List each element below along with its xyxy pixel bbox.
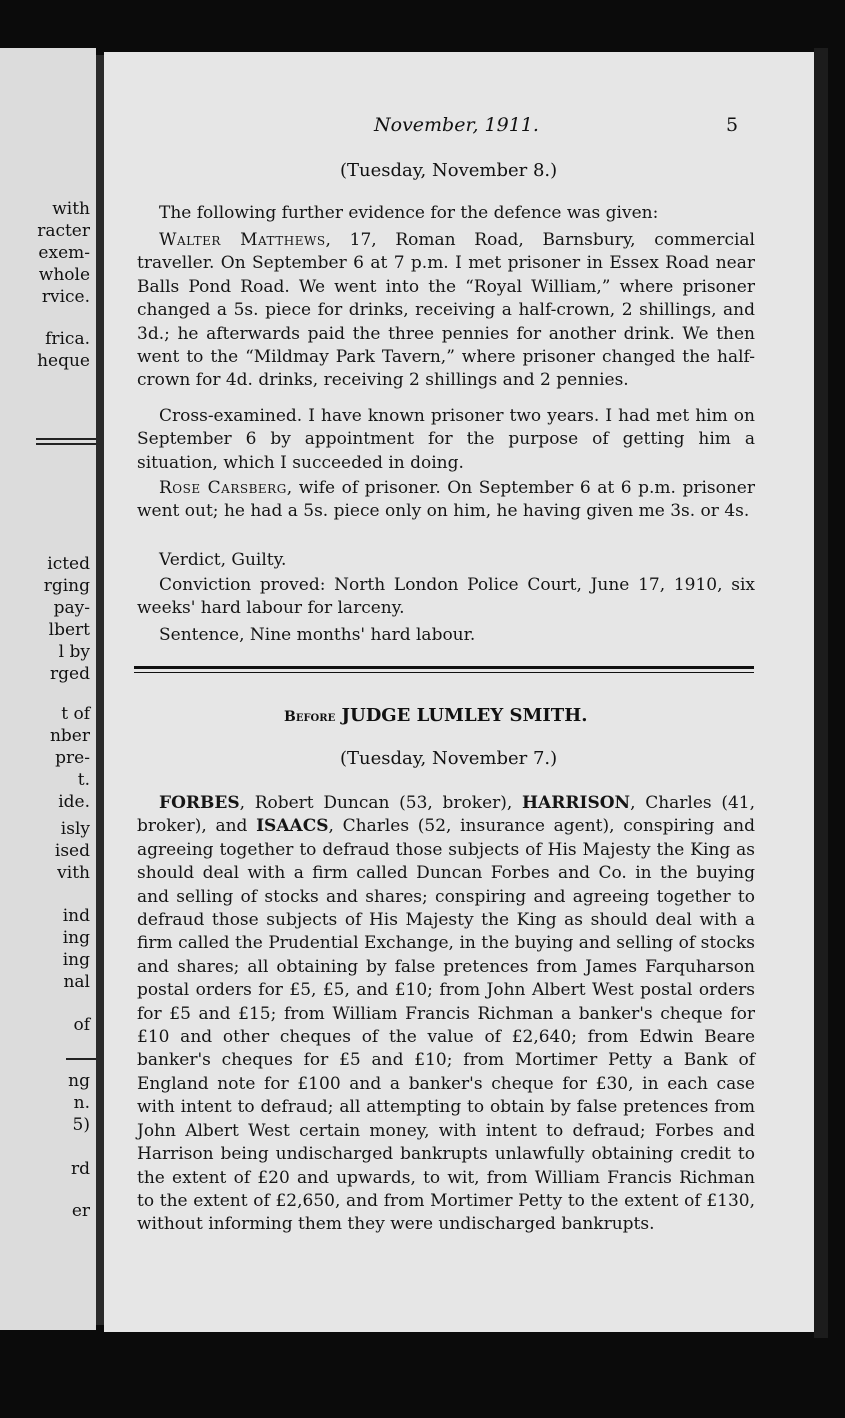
margin-fragment: t. <box>77 770 90 790</box>
witness-statement: , 17, Roman Road, Barnsbury, commercial traveller. On September 6 at 7 p.m. I met prisoner in Essex Road near Balls Pond Road. We went into the “Royal William,” where prisoner changed a 5s. piece for drinks, receiving a half-crown, 2 shillings, and 3d.; he afterwards paid the three pennies for another drink. We then went to the “Mildmay Park Tavern,” where prisoner changed the half-crown for 4d. drinks, receiving 2 shillings and 2 pennies. <box>137 230 755 391</box>
margin-fragment: er <box>71 1201 90 1221</box>
margin-fragment: pay- <box>53 598 90 618</box>
margin-fragment: rging <box>43 576 90 596</box>
left-facing-page <box>0 48 96 1330</box>
margin-fragment: rged <box>50 664 90 684</box>
header-date: November, 1911. <box>374 114 539 136</box>
evidence-intro: The following further evidence for the defence was given: <box>159 203 659 223</box>
heading-prefix: Before <box>284 709 336 725</box>
margin-fragment: lbert <box>48 620 90 640</box>
margin-fragment: isly <box>60 819 90 839</box>
defendant-details: , Charles (41, broker), and <box>137 793 755 837</box>
margin-fragment: ind <box>62 906 90 926</box>
margin-fragment: t of <box>61 704 90 724</box>
margin-fragment: with <box>52 199 90 219</box>
margin-fragment: nber <box>49 726 90 746</box>
sentence: Sentence, Nine months' hard labour. <box>159 625 476 645</box>
margin-fragment: ised <box>54 841 90 861</box>
running-header <box>374 114 539 136</box>
witness-name: Rose Carsberg <box>159 478 287 498</box>
verdict: Verdict, Guilty. <box>159 550 287 570</box>
document-page <box>104 52 814 1332</box>
judge-name: JUDGE LUMLEY SMITH. <box>341 705 588 726</box>
court-heading <box>284 705 587 726</box>
margin-fragment: ing <box>62 928 90 948</box>
defendant-name: HARRISON <box>522 793 631 813</box>
charges-text: , Charles (52, insurance agent), conspiring and agreeing together to defraud those subjects of His Majesty the King as should deal with a firm called Duncan Forbes and Co. in the buying and selling of stocks and shares; conspiring and agreeing together to defraud those subjects of His Majesty the King as should deal with a firm called the Prudential Exchange, in the buying and selling of stocks and shares; all obtaining by false pretences from James Farquharson postal orders for £5, £5, and £10; from John Albert West postal orders for £5 and £15; from William Francis Richman a banker's cheque for £10 and other cheques of the value of £2,640; from Edwin Beare banker's cheques for £5 and £10; from Mortimer Petty a Bank of England note for £100 and a banker's cheque for £30, in each case with intent to defraud; all attempting to obtain by false pretences from John Albert West certain money, with intent to defraud; Forbes and Harrison being undischarged bankrupts unlawfully obtaining credit to the extent of £20 and upwards, to wit, from William Francis Richman to the extent of £2,650, and from Mortimer Petty to the extent of £130, without informing them they were undischarged bankrupts. <box>137 816 755 1235</box>
prior-conviction: Conviction proved: North London Police Court, June 17, 1910, six weeks' hard labour for larceny. <box>137 575 755 619</box>
margin-fragment: racter <box>37 221 90 241</box>
margin-fragment: n. <box>73 1093 90 1113</box>
margin-fragment: vith <box>57 863 90 883</box>
margin-rule <box>36 438 96 440</box>
margin-rule <box>66 1058 96 1060</box>
session-date: (Tuesday, November 8.) <box>340 160 558 181</box>
witness-testimony <box>137 229 755 393</box>
defendant-name: FORBES <box>159 793 240 813</box>
defendant-details: , Robert Duncan (53, broker), <box>239 793 522 813</box>
page-edge <box>814 48 828 1338</box>
section-rule <box>134 672 754 673</box>
margin-rule <box>36 443 96 445</box>
margin-fragment: l by <box>58 642 90 662</box>
margin-fragment: frica. <box>45 329 90 349</box>
witness-name: Walter Matthews <box>159 230 326 250</box>
margin-fragment: of <box>73 1015 90 1035</box>
margin-fragment: rvice. <box>41 287 90 307</box>
defendant-name: ISAACS <box>256 816 329 837</box>
margin-fragment: 5) <box>72 1115 90 1135</box>
margin-fragment: ing <box>62 950 90 970</box>
section-rule <box>134 666 754 669</box>
margin-fragment: exem- <box>38 243 90 263</box>
margin-fragment: pre- <box>55 748 90 768</box>
page-number: 5 <box>726 114 739 136</box>
session-date: (Tuesday, November 7.) <box>340 748 558 769</box>
witness-testimony <box>137 477 755 524</box>
indictment-text <box>137 792 755 1237</box>
witness-statement: , wife of prisoner. On September 6 at 6 p.m. prisoner went out; he had a 5s. piece only on him, he having given me 3s. or 4s. <box>137 478 755 522</box>
margin-fragment: rd <box>70 1159 90 1179</box>
margin-fragment: nal <box>63 972 90 992</box>
margin-fragment: ng <box>68 1071 90 1091</box>
margin-fragment: whole <box>38 265 90 285</box>
margin-fragment: heque <box>37 351 90 371</box>
margin-fragment: ide. <box>58 792 90 812</box>
margin-fragment: icted <box>47 554 90 574</box>
cross-examination: Cross-examined. I have known prisoner two years. I had met him on September 6 by appointment for the purpose of getting him a situation, which I succeeded in doing. <box>137 406 755 473</box>
